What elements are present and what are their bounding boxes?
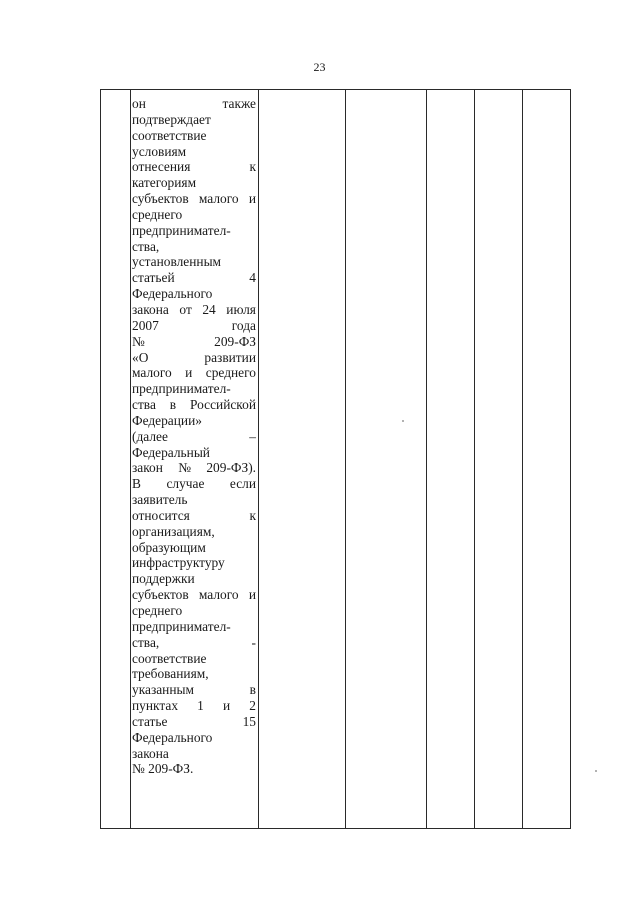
cell-word: закона: [132, 745, 169, 761]
cell-line: [132, 682, 256, 698]
cell-word: 2007: [132, 317, 159, 333]
cell-line: [132, 270, 256, 286]
cell-word: Федерального: [132, 286, 213, 302]
cell-line: [132, 555, 256, 571]
cell-line: [132, 492, 256, 508]
cell-word: среднего: [205, 365, 256, 381]
cell-word: подтверждает: [132, 111, 211, 127]
column-divider: [258, 90, 259, 828]
cell-word: субъектов: [132, 587, 189, 603]
cell-word: малого: [198, 587, 239, 603]
cell-line: [132, 159, 256, 175]
cell-line: [132, 651, 256, 667]
cell-line: [132, 223, 256, 239]
cell-word: и: [248, 191, 256, 207]
cell-word: заявитель: [132, 492, 188, 508]
cell-line: [132, 175, 256, 191]
cell-word: среднего: [132, 206, 183, 222]
cell-word: ства,: [132, 238, 160, 254]
cell-line: [132, 413, 256, 429]
cell-word: субъектов: [132, 191, 189, 207]
cell-word: (далее: [132, 428, 168, 444]
cell-word: статьей: [132, 270, 175, 286]
cell-word: категориям: [132, 175, 197, 191]
cell-word: 24: [202, 301, 216, 317]
cell-line: [132, 286, 256, 302]
scan-speck: [595, 770, 597, 772]
cell-word: закон: [132, 460, 163, 476]
cell-word: также: [222, 96, 256, 111]
cell-word: он: [132, 96, 146, 111]
cell-line: [132, 571, 256, 587]
cell-word: и: [222, 698, 231, 714]
cell-word: к: [249, 507, 256, 523]
cell-word: №: [178, 460, 192, 476]
cell-word: отнесения: [132, 159, 191, 175]
cell-line: [132, 112, 256, 128]
cell-word: -: [251, 634, 256, 650]
cell-word: Федерации»: [132, 412, 202, 428]
cell-line: [132, 445, 256, 461]
cell-word: организациям,: [132, 523, 215, 539]
cell-word: и: [248, 587, 256, 603]
cell-line: [132, 207, 256, 223]
cell-word: и: [185, 365, 193, 381]
cell-word: предпринимател-: [132, 618, 231, 634]
cell-word: №: [132, 333, 145, 349]
cell-word: случае: [166, 476, 205, 492]
cell-line: [132, 540, 256, 556]
table-cell-text: [132, 96, 256, 777]
cell-word: закона: [132, 301, 169, 317]
column-divider: [426, 90, 427, 828]
cell-line: [132, 365, 256, 381]
cell-line: [132, 254, 256, 270]
cell-word: ства: [132, 397, 156, 413]
column-divider: [474, 90, 475, 828]
cell-line: [132, 508, 256, 524]
cell-line: [132, 603, 256, 619]
cell-word: среднего: [132, 603, 183, 618]
cell-line: [132, 397, 256, 413]
cell-word: Федеральный: [132, 444, 210, 460]
cell-line: [132, 350, 256, 366]
cell-word: «О: [132, 349, 149, 365]
cell-line: [132, 761, 256, 777]
cell-line: [132, 239, 256, 255]
cell-word: инфраструктуру: [132, 555, 225, 571]
scan-speck: [402, 420, 404, 422]
cell-word: 4: [249, 270, 256, 286]
cell-word: соответствие: [132, 127, 207, 143]
cell-word: № 209-ФЗ.: [132, 761, 194, 777]
column-divider: [345, 90, 346, 828]
cell-word: малого: [132, 365, 172, 381]
cell-line: [132, 191, 256, 207]
cell-word: от: [179, 301, 192, 317]
cell-line: [132, 635, 256, 651]
cell-word: 209-ФЗ).: [206, 460, 256, 476]
cell-word: ства,: [132, 634, 160, 650]
cell-line: [132, 587, 256, 603]
cell-line: [132, 128, 256, 144]
cell-word: в: [169, 397, 177, 413]
cell-word: малого: [198, 191, 239, 207]
cell-word: если: [229, 476, 256, 492]
cell-word: 1: [197, 698, 204, 714]
cell-line: [132, 381, 256, 397]
cell-line: [132, 429, 256, 445]
cell-line: [132, 524, 256, 540]
cell-word: пунктах: [132, 698, 179, 714]
cell-line: [132, 714, 256, 730]
column-divider: [130, 90, 131, 828]
cell-word: статье: [132, 713, 168, 729]
cell-line: [132, 730, 256, 746]
cell-word: развитии: [204, 349, 256, 365]
cell-word: установленным: [132, 254, 222, 270]
cell-line: [132, 460, 256, 476]
cell-word: образующим: [132, 539, 206, 555]
page-number: 23: [313, 60, 326, 74]
cell-line: [132, 619, 256, 635]
cell-word: 209-ФЗ: [214, 333, 256, 349]
cell-word: указанным: [132, 682, 194, 698]
cell-line: [132, 476, 256, 492]
cell-word: года: [231, 317, 256, 333]
cell-word: Российской: [190, 397, 256, 413]
cell-line: [132, 334, 256, 350]
cell-line: [132, 698, 256, 714]
cell-line: [132, 96, 256, 112]
cell-line: [132, 144, 256, 160]
cell-word: к: [249, 159, 256, 175]
cell-word: В: [132, 476, 141, 492]
cell-word: относится: [132, 507, 190, 523]
cell-line: [132, 318, 256, 334]
cell-word: условиям: [132, 143, 187, 159]
cell-line: [132, 302, 256, 318]
cell-word: июля: [226, 301, 256, 317]
cell-word: требованиям,: [132, 666, 209, 682]
document-table: [100, 89, 571, 829]
cell-word: предпринимател-: [132, 381, 231, 397]
cell-word: предпринимател-: [132, 222, 231, 238]
cell-word: 15: [242, 713, 256, 729]
cell-line: [132, 666, 256, 682]
cell-word: в: [249, 682, 256, 698]
cell-line: [132, 746, 256, 762]
cell-word: 2: [249, 698, 256, 714]
column-divider: [522, 90, 523, 828]
cell-word: –: [249, 428, 256, 444]
cell-word: поддержки: [132, 571, 195, 587]
cell-word: Федерального: [132, 729, 213, 745]
cell-word: соответствие: [132, 650, 207, 666]
